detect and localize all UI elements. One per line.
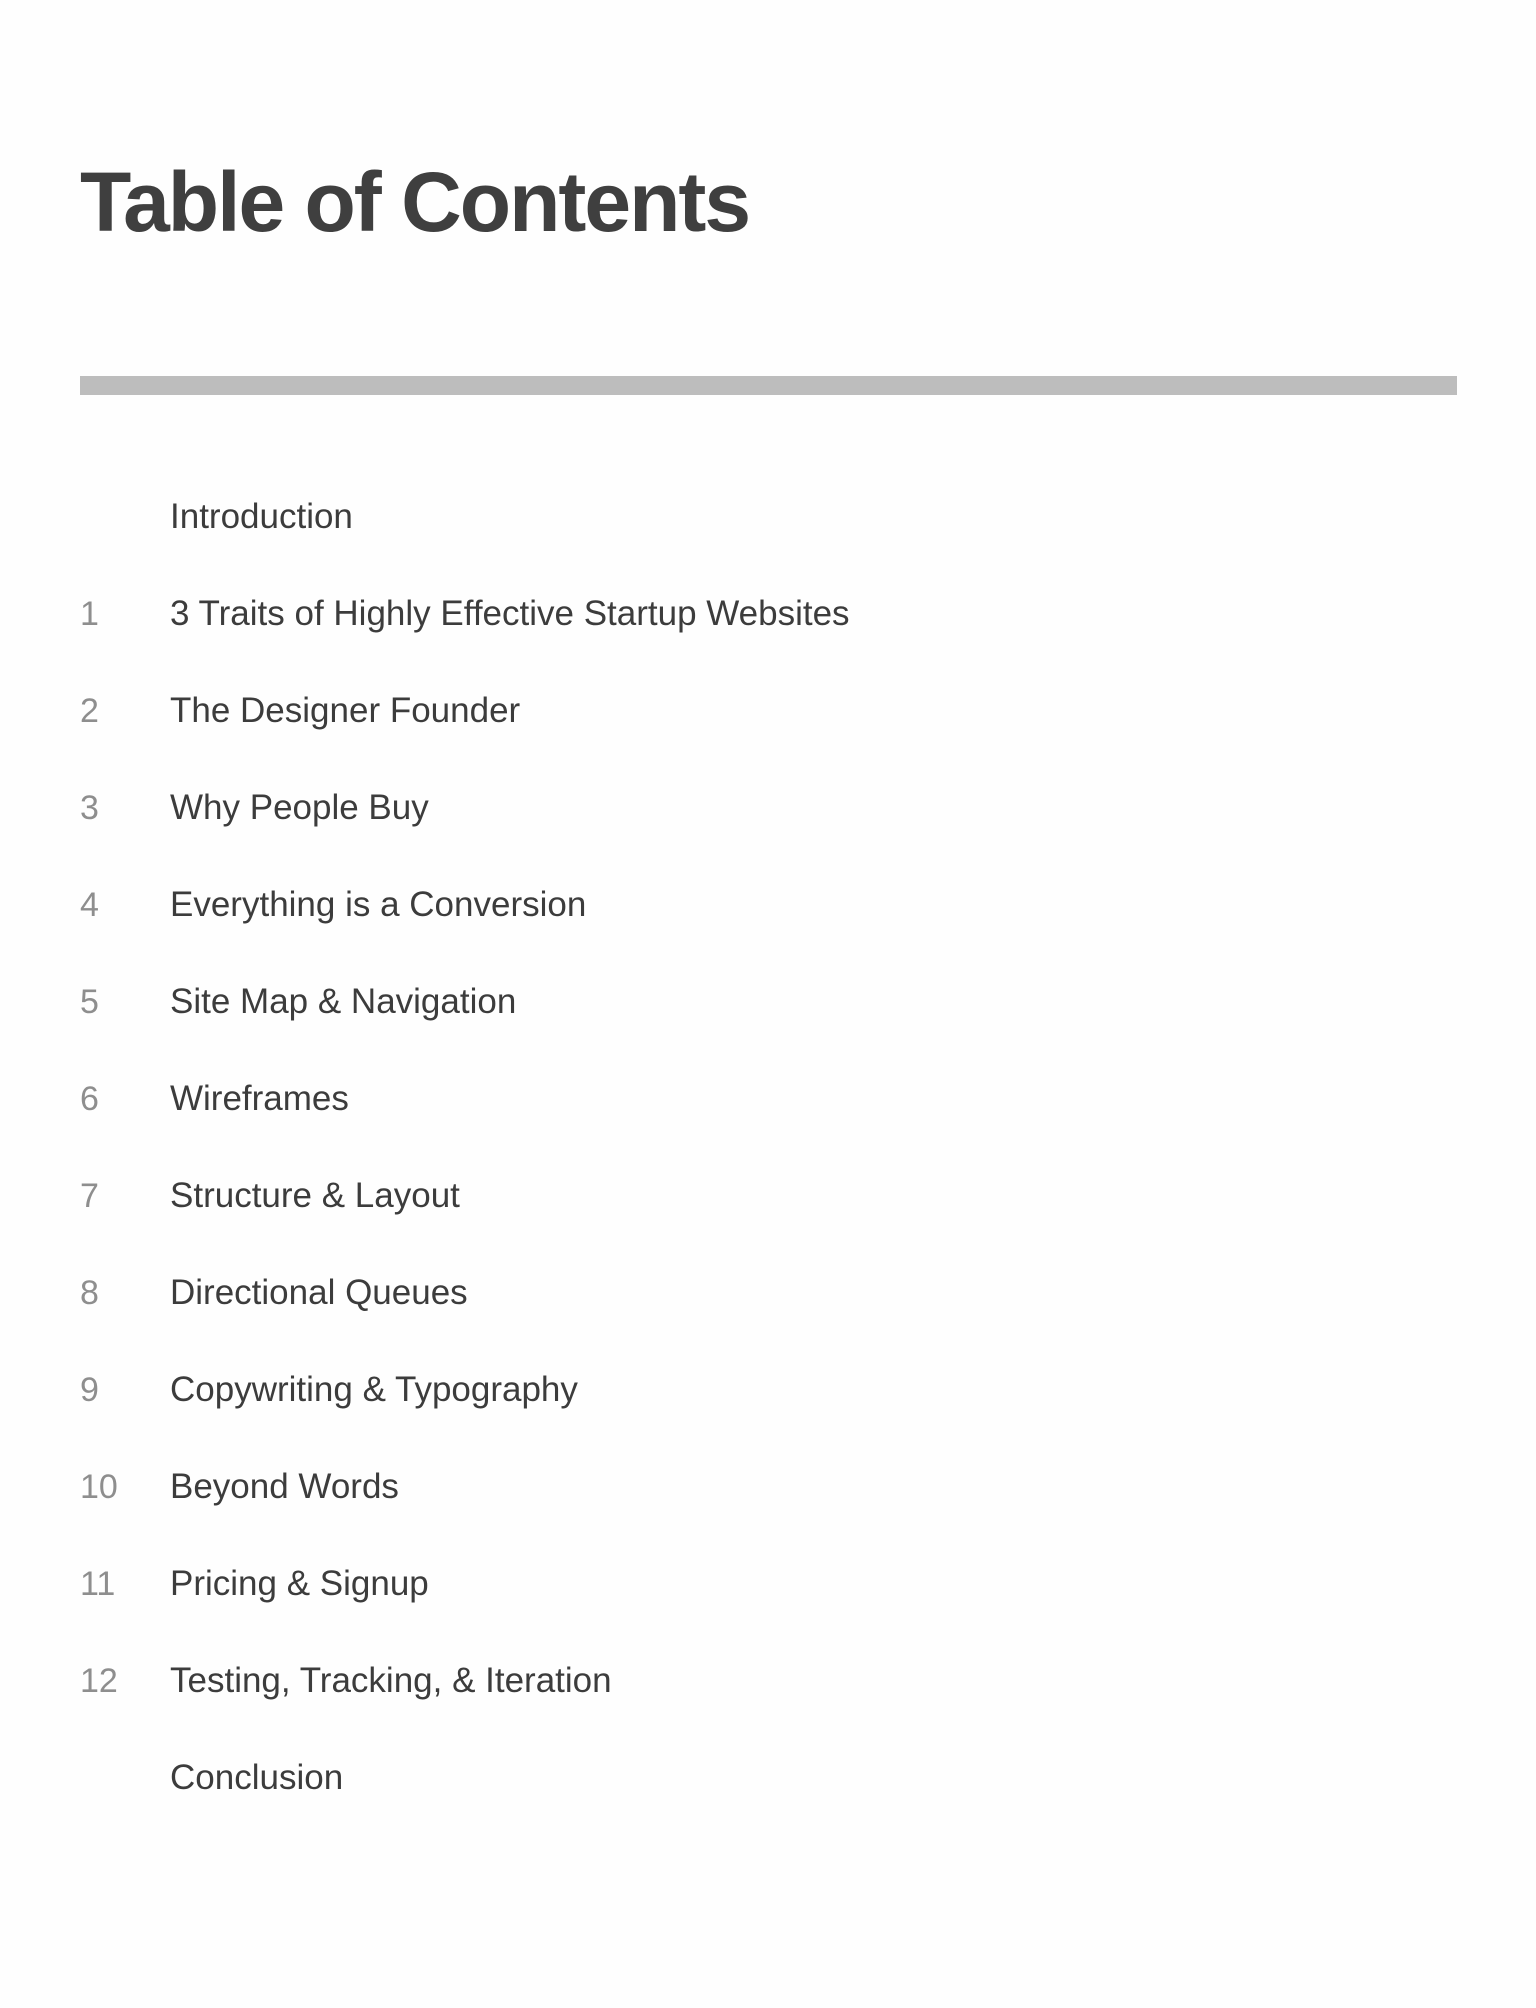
toc-entry-introduction[interactable] xyxy=(80,485,1380,582)
toc-entry-number: 5 xyxy=(80,983,99,1021)
toc-entry-number: 11 xyxy=(80,1565,116,1603)
toc-entry-label: Copywriting & Typography xyxy=(170,1370,578,1409)
toc-entry-label: Introduction xyxy=(170,497,353,536)
toc-entry-label: The Designer Founder xyxy=(170,691,521,730)
toc-entry-label: Testing, Tracking, & Iteration xyxy=(170,1661,612,1700)
toc-entry-number: 9 xyxy=(80,1371,99,1409)
toc-entry-label: Why People Buy xyxy=(170,788,429,827)
toc-entry-chapter-6[interactable] xyxy=(80,1067,1380,1164)
toc-entry-number: 2 xyxy=(80,692,99,730)
toc-entry-number: 3 xyxy=(80,789,99,827)
toc-entry-label: Directional Queues xyxy=(170,1273,468,1312)
toc-entry-label: Pricing & Signup xyxy=(170,1564,429,1603)
toc-entry-conclusion[interactable] xyxy=(80,1746,1380,1843)
toc-entry-label: Conclusion xyxy=(170,1758,344,1797)
toc-entry-number: 12 xyxy=(80,1662,118,1700)
toc-entry-label: Wireframes xyxy=(170,1079,349,1118)
toc-entry-number: 6 xyxy=(80,1080,99,1118)
page-title: Table of Contents xyxy=(80,155,750,249)
toc-entry-chapter-5[interactable] xyxy=(80,970,1380,1067)
toc-entry-number: 1 xyxy=(80,595,99,633)
toc-entry-label: Everything is a Conversion xyxy=(170,885,587,924)
toc-entry-label: Structure & Layout xyxy=(170,1176,460,1215)
toc-entry-label: Site Map & Navigation xyxy=(170,982,517,1021)
toc-entry-chapter-8[interactable] xyxy=(80,1261,1380,1358)
toc-entry-chapter-3[interactable] xyxy=(80,776,1380,873)
toc-entry-number: 4 xyxy=(80,886,99,924)
toc-list xyxy=(80,485,1380,1843)
toc-entry-chapter-2[interactable] xyxy=(80,679,1380,776)
toc-entry-chapter-7[interactable] xyxy=(80,1164,1380,1261)
toc-entry-chapter-11[interactable] xyxy=(80,1552,1380,1649)
toc-entry-number: 8 xyxy=(80,1274,99,1312)
toc-entry-label: 3 Traits of Highly Effective Startup Websites xyxy=(170,594,850,633)
title-divider xyxy=(80,376,1457,395)
toc-entry-number: 10 xyxy=(80,1468,118,1506)
toc-entry-chapter-10[interactable] xyxy=(80,1455,1380,1552)
toc-entry-chapter-4[interactable] xyxy=(80,873,1380,970)
toc-entry-number: 7 xyxy=(80,1177,99,1215)
toc-entry-chapter-12[interactable] xyxy=(80,1649,1380,1746)
toc-entry-chapter-9[interactable] xyxy=(80,1358,1380,1455)
toc-entry-chapter-1[interactable] xyxy=(80,582,1380,679)
toc-entry-label: Beyond Words xyxy=(170,1467,399,1506)
